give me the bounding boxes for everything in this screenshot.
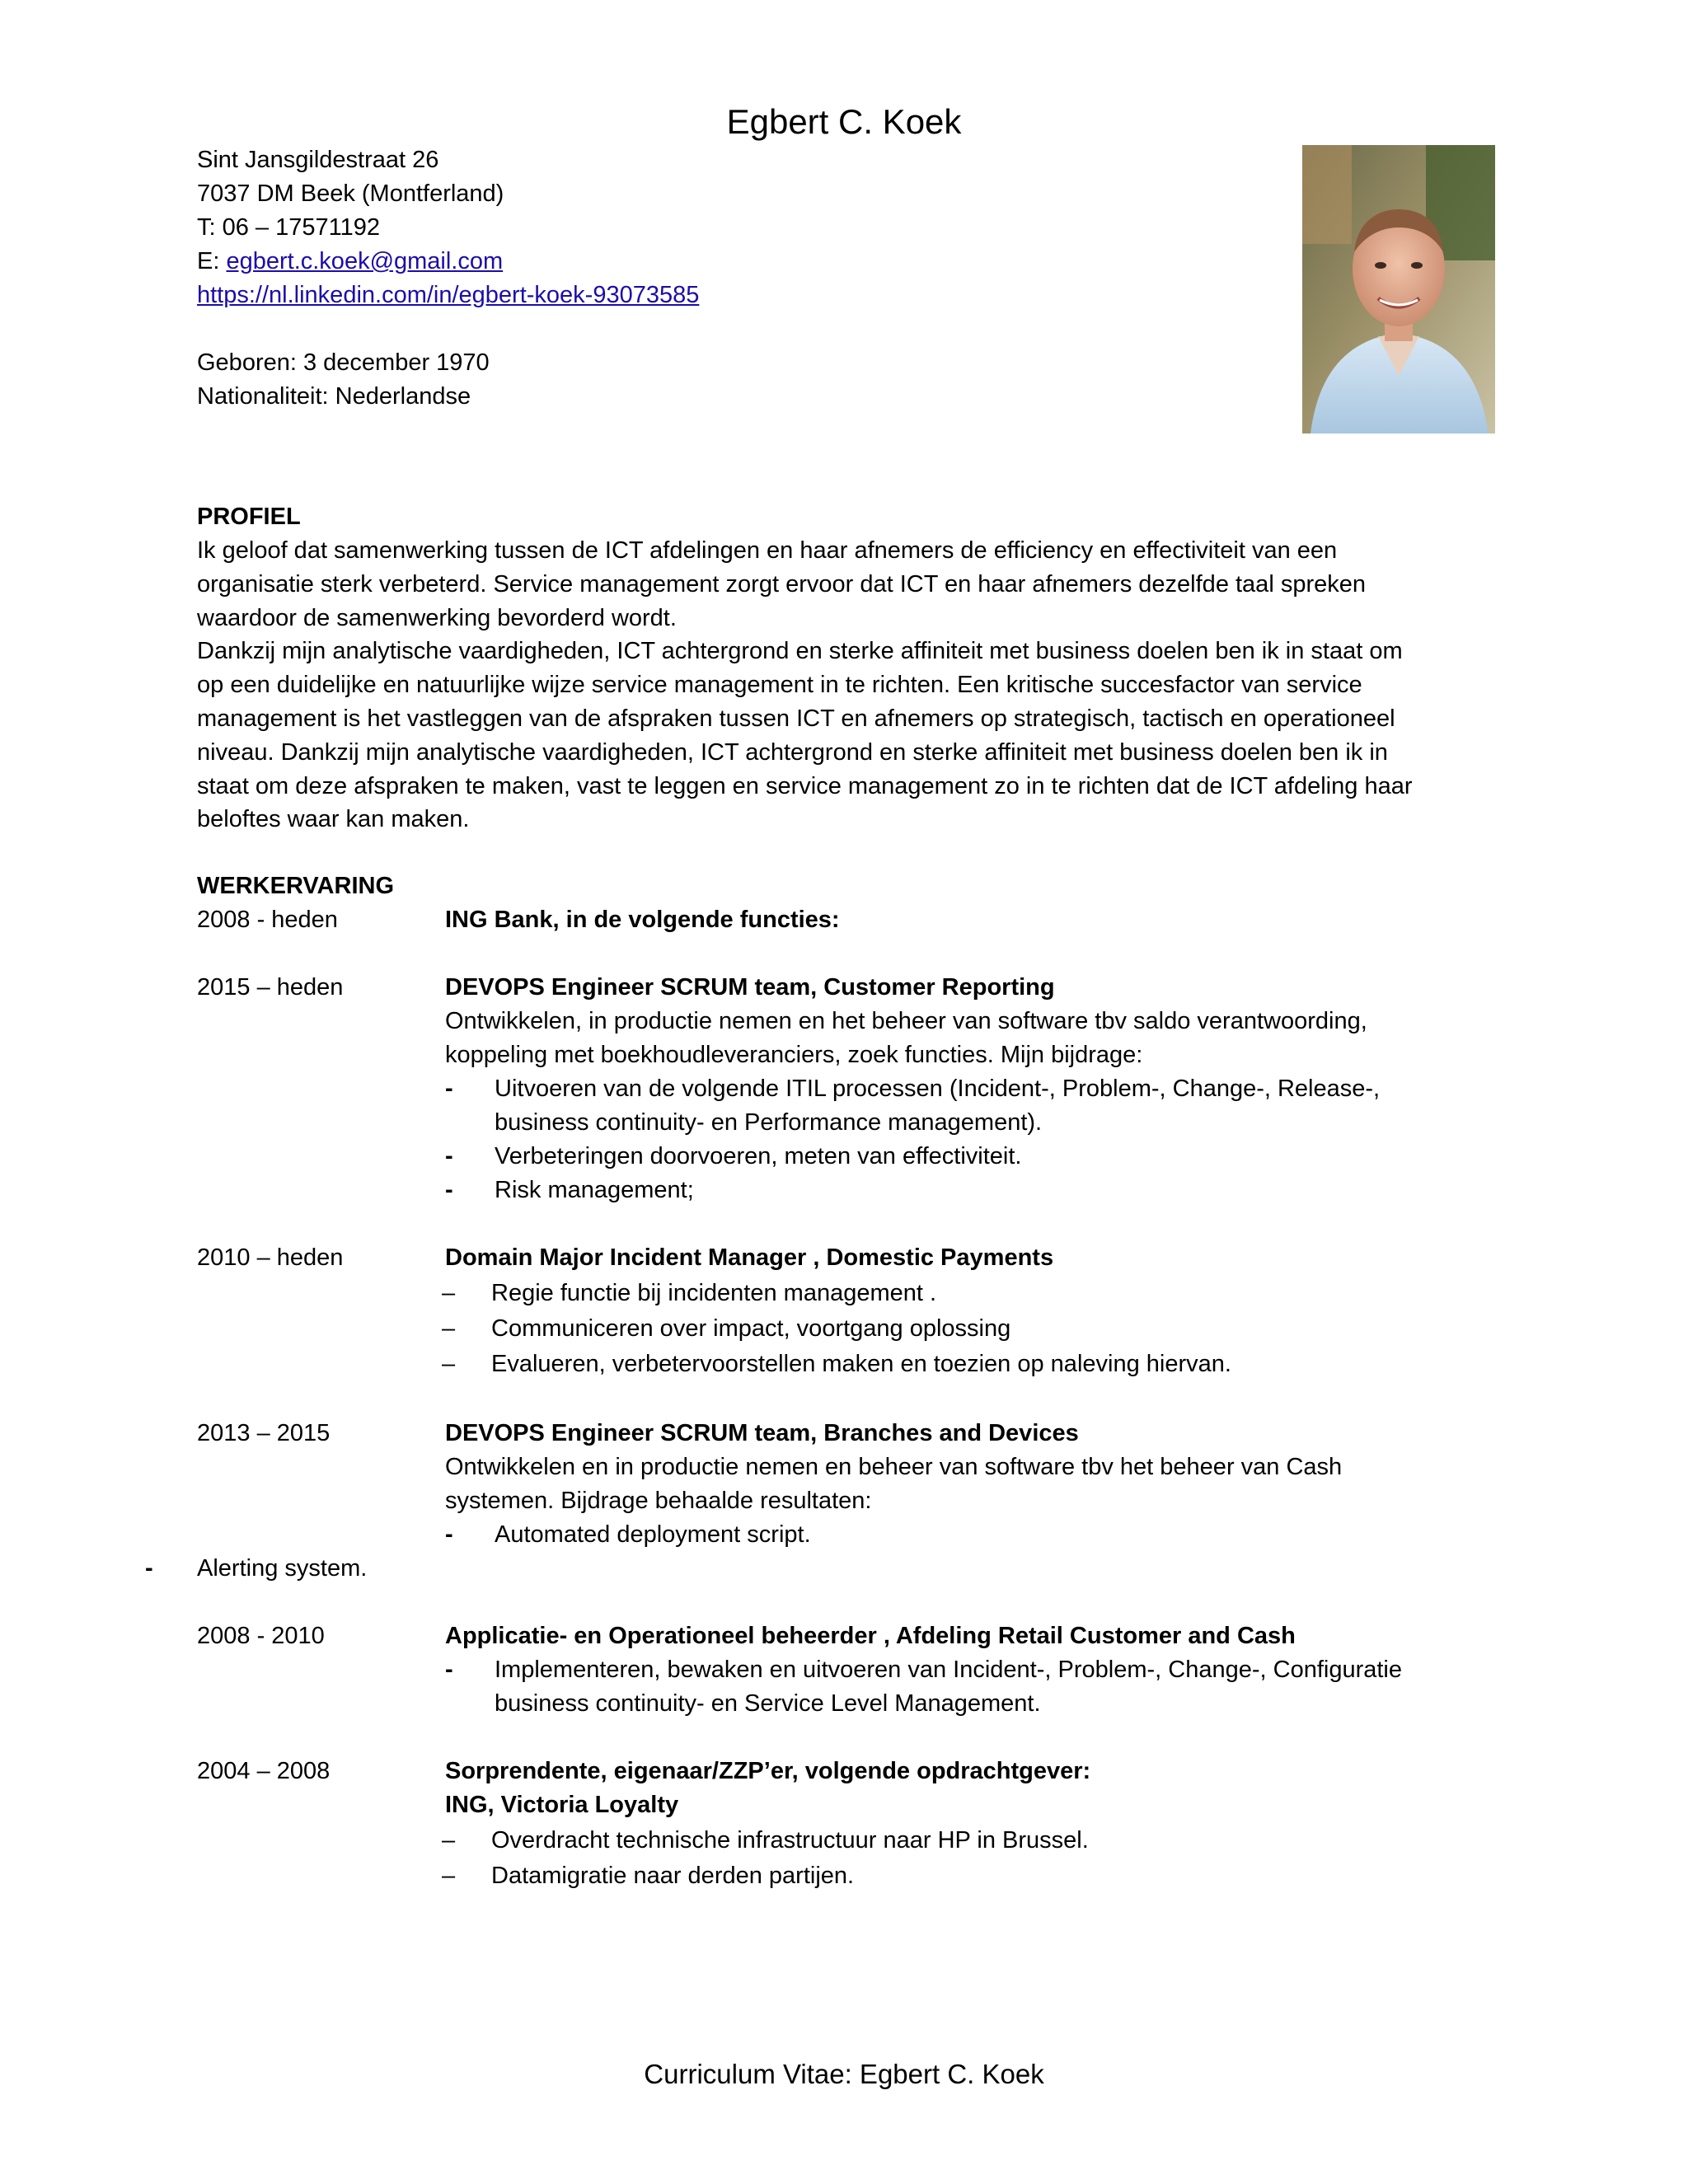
profile-line: beloftes waar kan maken. xyxy=(197,806,470,833)
email-row xyxy=(197,245,503,278)
job1-bullet: Verbeteringen doorvoeren, meten van effectiviteit. xyxy=(495,1143,1022,1169)
job4-title: Applicatie- en Operationeel beheerder , Afdeling Retail Customer and Cash xyxy=(445,1623,1296,1649)
profile-line: staat om deze afspraken te maken, vast te leggen en service management zo in te richten dat de ICT afdeling haar xyxy=(197,772,1413,799)
bullet-dash: – xyxy=(442,1315,456,1342)
experience-heading: WERKERVARING xyxy=(197,873,394,899)
job5-period: 2004 – 2008 xyxy=(197,1758,331,1784)
nationality: Nationaliteit: Nederlandse xyxy=(197,383,471,410)
profile-line: op een duidelijke en natuurlijke wijze service management in te richten. Een kritische succesfactor van service xyxy=(197,672,1362,699)
job1-title: DEVOPS Engineer SCRUM team, Customer Reporting xyxy=(445,974,1055,1001)
bullet-dash: - xyxy=(145,1555,153,1582)
job5-bullet: Datamigratie naar derden partijen. xyxy=(491,1863,855,1889)
job3-bullet: Alerting system. xyxy=(197,1555,368,1582)
job2-title: Domain Major Incident Manager , Domestic Payments xyxy=(445,1244,1054,1271)
job3-desc: Ontwikkelen en in productie nemen en beheer van software tbv het beheer van Cash xyxy=(445,1454,1343,1480)
job3-period: 2013 – 2015 xyxy=(197,1420,331,1446)
bullet-dash: – xyxy=(442,1351,456,1377)
page-title: Egbert C. Koek xyxy=(726,102,962,141)
bullet-dash: - xyxy=(445,1657,453,1683)
bullet-dash: - xyxy=(445,1143,453,1169)
job1-period: 2015 – heden xyxy=(197,974,344,1001)
job5-client: ING, Victoria Loyalty xyxy=(445,1792,679,1818)
job2-period: 2010 – heden xyxy=(197,1244,344,1271)
job3-desc: systemen. Bijdrage behaalde resultaten: xyxy=(445,1488,872,1514)
job5-bullet: Overdracht technische infrastructuur naar HP in Brussel. xyxy=(491,1827,1089,1854)
address-city: 7037 DM Beek (Montferland) xyxy=(197,180,504,207)
birth-date: Geboren: 3 december 1970 xyxy=(197,349,490,376)
job4-period: 2008 - 2010 xyxy=(197,1623,325,1649)
bullet-dash: - xyxy=(445,1521,453,1548)
ing-title: ING Bank, in de volgende functies: xyxy=(445,907,840,933)
bullet-dash: – xyxy=(442,1280,456,1306)
job1-desc: koppeling met boekhoudleveranciers, zoek functies. Mijn bijdrage: xyxy=(445,1042,1143,1068)
profile-line: Ik geloof dat samenwerking tussen de ICT afdelingen en haar afnemers de efficiency en effectiviteit van een xyxy=(197,537,1338,564)
ing-period: 2008 - heden xyxy=(197,907,338,933)
bullet-dash: - xyxy=(445,1177,453,1203)
page-footer: Curriculum Vitae: Egbert C. Koek xyxy=(644,2059,1044,2089)
job2-bullet: Communiceren over impact, voortgang oplossing xyxy=(491,1315,1011,1342)
profile-text xyxy=(197,534,1483,837)
profile-line: organisatie sterk verbeterd. Service management zorgt ervoor dat ICT en haar afnemers dezelfde taal spreken xyxy=(197,570,1366,598)
job4-bullet: Implementeren, bewaken en uitvoeren van Incident-, Problem-, Change-, Configuratie xyxy=(495,1657,1402,1683)
email-link[interactable]: egbert.c.koek@gmail.com xyxy=(226,248,504,274)
job5-title: Sorprendente, eigenaar/ZZP’er, volgende opdrachtgever: xyxy=(445,1758,1091,1784)
email-label: E: xyxy=(197,248,227,274)
job2-bullet: Evalueren, verbetervoorstellen maken en toezien op naleving hiervan. xyxy=(491,1351,1231,1377)
profile-line: waardoor de samenwerking bevorderd wordt. xyxy=(197,604,677,631)
job2-bullet: Regie functie bij incidenten management . xyxy=(491,1280,937,1306)
job1-bullet: Risk management; xyxy=(495,1177,694,1203)
profile-line: niveau. Dankzij mijn analytische vaardigheden, ICT achtergrond en sterke affiniteit met business doelen ben ik in xyxy=(197,738,1388,766)
phone-number: T: 06 – 17571192 xyxy=(197,214,380,241)
bullet-dash: - xyxy=(445,1076,453,1102)
profile-heading: PROFIEL xyxy=(197,504,301,530)
job3-bullet: Automated deployment script. xyxy=(495,1521,811,1548)
bullet-dash: – xyxy=(442,1863,456,1889)
job3-title: DEVOPS Engineer SCRUM team, Branches and Devices xyxy=(445,1420,1079,1446)
bullet-dash: – xyxy=(442,1827,456,1854)
portrait-illustration xyxy=(1302,145,1495,434)
profile-line: Dankzij mijn analytische vaardigheden, ICT achtergrond en sterke affiniteit met business doelen ben ik in staat om xyxy=(197,638,1403,665)
job4-bullet-cont: business continuity- en Service Level Management. xyxy=(495,1690,1041,1717)
job1-bullet: Uitvoeren van de volgende ITIL processen (Incident-, Problem-, Change-, Release-, xyxy=(495,1076,1381,1102)
linkedin-link[interactable]: https://nl.linkedin.com/in/egbert-koek-93073585 xyxy=(197,282,700,308)
profile-line: management is het vastleggen van de afspraken tussen ICT en afnemers op strategisch, tactisch en operationeel xyxy=(197,705,1395,732)
address-street: Sint Jansgildestraat 26 xyxy=(197,147,439,173)
profile-photo xyxy=(1302,145,1495,434)
job1-bullet-cont: business continuity- en Performance management). xyxy=(495,1109,1043,1136)
job1-desc: Ontwikkelen, in productie nemen en het beheer van software tbv saldo verantwoording, xyxy=(445,1008,1367,1034)
